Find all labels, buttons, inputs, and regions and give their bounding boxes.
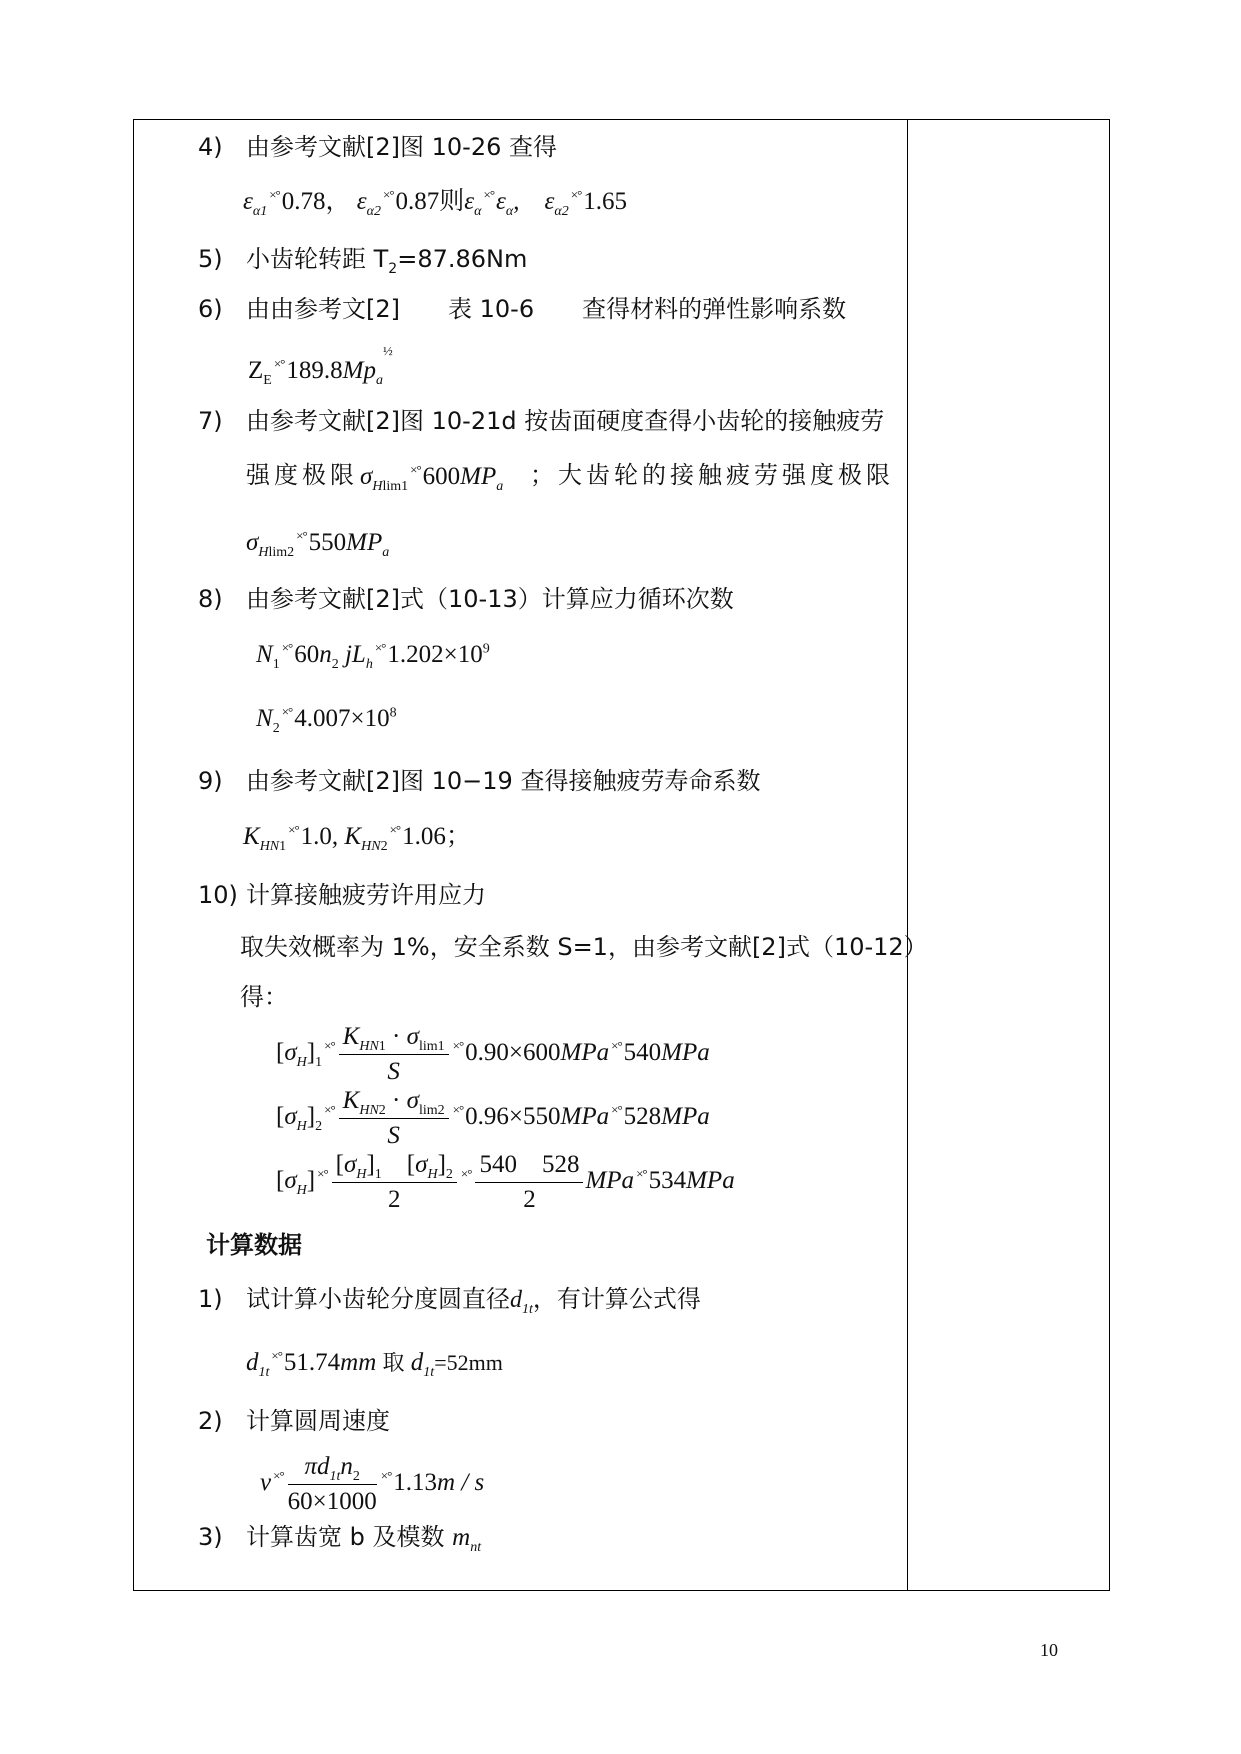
item-5-number: 5) (198, 245, 223, 273)
item-4-number: 4) (198, 133, 223, 161)
item-10-text-3: 得： (240, 983, 288, 1011)
sigma-lim2-formula: $\sigma_{Hlim2}^{\times^\circ}550MP_a$ (246, 528, 390, 560)
item-7-text: 由参考文献[2]图 10-21d 按齿面硬度查得小齿轮的接触疲劳 (246, 407, 885, 435)
item-6-text: 由由参考文[2] 表 10-6 查得材料的弹性影响系数 (246, 295, 847, 323)
item-10-text-2: 取失效概率为 1%，安全系数 S=1，由参考文献[2]式（10-12） (240, 933, 928, 961)
velocity-formula: v ×° $\frac{\pi d_{1t}n_2}{60\times 1000}$ ×°1.13m / s (260, 1453, 485, 1515)
sigma-h2-formula: $[\sigma_H]_2^{\times^\circ}$ $\frac{K_{HN2} \cdot \sigma_{lim2}}{S}$ ×°0.96×550MPa ×°528MPa (276, 1087, 710, 1149)
item-7-text-2b: ；大齿轮的接触疲劳强度极限 (530, 461, 894, 489)
item-7-text-2a: 强度极限 (246, 461, 358, 489)
item-7-number: 7) (198, 407, 223, 435)
calc-2-number: 2) (198, 1407, 223, 1435)
epsilon-formula: $\varepsilon_{\alpha 1}^{\times^\circ}0.78$， $\varepsilon_{\alpha 2}^{\times^\circ}0.87$则$\varepsilon_\alpha^{\times^\circ}\varepsilon_\alpha$, $\varepsilon_{\alpha 2}^{\times^\circ}1.65$ (243, 186, 628, 219)
n1-formula: $N_1^{\times^\circ}60n_2$ $jL_h^{\times^\circ}1.202\times 10^9$ (256, 640, 490, 672)
item-10-number: 10) (198, 881, 238, 909)
item-6-number: 6) (198, 295, 223, 323)
calc-1-text: 试计算小齿轮分度圆直径$d_{1t}$，有计算公式得 (246, 1285, 701, 1317)
sigma-h1-formula: $[\sigma_H]_1^{\times^\circ}$ $\frac{K_{HN1} \cdot \sigma_{lim1}}{S}$ ×°0.90×600MPa ×°540MPa (276, 1023, 710, 1085)
item-8-number: 8) (198, 585, 223, 613)
item-8-text: 由参考文献[2]式（10-13）计算应力循环次数 (246, 585, 734, 613)
calc-1-number: 1) (198, 1285, 223, 1313)
sigma-h-formula: $[\sigma_H]$ ×° $\frac{[\sigma_H]_1 [\sigma_H]_2}{2}$ ×° $\frac{540 528}{2}$ MPa ×°534MPa (276, 1151, 735, 1213)
item-5-text: 小齿轮转距 $T_2=87.86Nm$ (246, 245, 528, 277)
sigma-lim1-formula: $\sigma_{Hlim1}^{\times^\circ}600MP_a$ (360, 462, 504, 494)
n2-formula: $N_2^{\times^\circ}4.007\times 10^8$ (256, 704, 397, 736)
ze-formula: $Z_E^{\times^\circ}189.8Mp_a^{\frac{1}{2}}$ (248, 342, 393, 388)
calc-3-text: 计算齿宽 b 及模数 $m_{nt}$ (246, 1523, 482, 1555)
item-10-text: 计算接触疲劳许用应力 (246, 881, 486, 909)
calc-2-text: 计算圆周速度 (246, 1407, 390, 1435)
d1t-formula: $d_{1t}^{\times^\circ}51.74mm$ 取 $d_{1t}=52mm$ (246, 1348, 503, 1380)
khn-formula: $K_{HN1}^{\times^\circ}1.0$, $K_{HN2}^{\times^\circ}1.06$； (243, 822, 471, 854)
page-number: 10 (1040, 1640, 1058, 1660)
item-4-text: 由参考文献[2]图 10-26 查得 (246, 133, 557, 161)
item-9-number: 9) (198, 767, 223, 795)
item-9-text: 由参考文献[2]图 10−19 查得接触疲劳寿命系数 (246, 767, 761, 795)
section-title: 计算数据 (206, 1231, 302, 1259)
table-column-divider (907, 119, 908, 1591)
calc-3-number: 3) (198, 1523, 223, 1551)
